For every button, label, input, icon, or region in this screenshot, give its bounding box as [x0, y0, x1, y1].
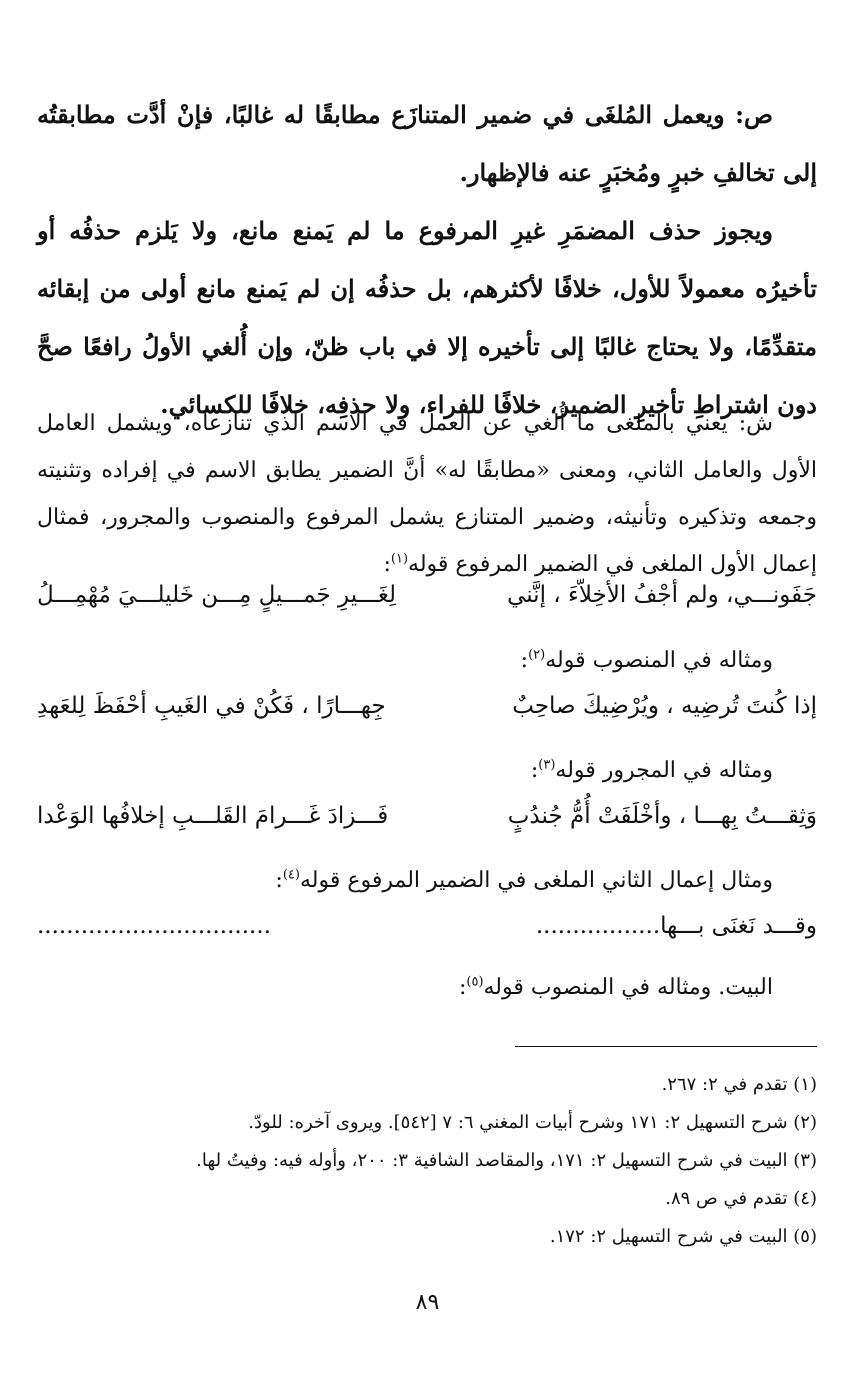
footnote-1: (١) تقدم في ٢: ٢٦٧.: [661, 1074, 817, 1095]
verse-3-second-hemistich: فَـــزادَ غَـــرامَ القَلـــبِ إخلافُها الوَعْدا: [37, 803, 389, 829]
sharh-paragraph-text: ش: يعني بالملغى ما أُلغي عن العمل في الاسم الذي تنازعاه، ويشمل العامل الأول والعامل الثاني، ومعنى «مطابقًا له» أنَّ الضمير يطابق الاسم في إفراده وتثنيته وجمعه وتذكيره وتأنيثه، وضمير المتنازع يشمل المرفوع والمنصوب والمجرور، فمثال إعمال الأول الملغى في الضمير المرفوع قوله: [37, 411, 817, 577]
verse-3: [37, 803, 817, 829]
verse-2-first-hemistich: إذا كُنتَ تُرضِيه ، ويُرْضِيكَ صاحِبٌ: [512, 693, 817, 719]
footnote-5: (٥) البيت في شرح التسهيل ٢: ١٧٢.: [549, 1226, 817, 1247]
intro-4-text: ومثال إعمال الثاني الملغى في الضمير المرفوع قوله: [299, 868, 773, 893]
footnote-4: (٤) تقدم في ص ٨٩.: [665, 1188, 817, 1209]
footnote-separator: [515, 1046, 817, 1047]
verse-1: [37, 582, 817, 608]
intro-3: [531, 758, 773, 783]
intro-4: [275, 868, 773, 893]
verse-2: [37, 693, 817, 719]
intro-5-text: البيت. ومثاله في المنصوب قوله: [483, 975, 773, 1000]
intro-3-text: ومثاله في المجرور قوله: [555, 758, 773, 783]
intro-5: [459, 975, 773, 1000]
sharh-text: [37, 400, 817, 588]
footnote-ref-5: (٥): [466, 974, 484, 990]
footnote-ref-1: (١): [390, 551, 409, 567]
page-number: ٨٩: [415, 1290, 440, 1315]
verse-3-first-hemistich: وَثِقـــتُ بِهـــا ، وأخْلَفَتْ أُمُّ جُندُبٍ: [507, 803, 817, 829]
verse-2-second-hemistich: جِهـــارًا ، فَكُنْ في الغَيبِ أحْفَظَ لِلعَهدِ: [37, 693, 386, 719]
verse-1-first-hemistich: جَفَونـــي، ولم أجْفُ الأخِلاّءَ ، إنَّني: [507, 582, 817, 608]
footnote-ref-2: (٢): [528, 647, 546, 663]
verse-4-second-hemistich: ................................: [37, 913, 271, 939]
intro-2-colon: :: [520, 648, 529, 673]
sharh-colon: :: [383, 552, 391, 577]
intro-2-text: ومثاله في المنصوب قوله: [545, 648, 773, 673]
footnote-2: (٢) شرح التسهيل ٢: ١٧١ وشرح أبيات المغني ٦: ٧ [٥٤٢]. ويروى آخره: للودّ.: [248, 1112, 817, 1133]
intro-4-colon: :: [275, 868, 283, 893]
footnote-3: (٣) البيت في شرح التسهيل ٢: ١٧١، والمقاصد الشافية ٣: ٢٠٠، وأوله فيه: وفيتُ لها.: [196, 1150, 817, 1171]
matn-paragraph-1: ص: ويعمل المُلغَى في ضمير المتنازَع مطابقًا له غالبًا، فإنْ أدَّت مطابقتُه إلى تخالفِ خبرٍ ومُخبَرٍ عنه فالإظهار.: [37, 100, 817, 187]
intro-2: [521, 648, 773, 673]
sharh-paragraph-1: [37, 400, 817, 588]
footnote-ref-4: (٤): [282, 867, 300, 883]
intro-5-colon: :: [458, 975, 467, 1000]
verse-4: [37, 913, 817, 939]
verse-4-first-hemistich: وقـــد نَغنَى بـــها.................: [535, 913, 817, 939]
footnote-ref-3: (٣): [538, 757, 556, 773]
intro-3-colon: :: [530, 758, 539, 783]
matn-text: [37, 86, 817, 434]
footnotes: [37, 1066, 817, 1256]
verse-1-second-hemistich: لِغَـــيرِ جَمـــيلٍ مِـــن خَليلـــيَ مُهْمِـــلُ: [37, 582, 396, 608]
matn-paragraph-2: ويجوز حذف المضمَرِ غيرِ المرفوع ما لم يَمنع مانع، ولا يَلزم حذفُه أو تأخيرُه معمولاً للأول، خلافًا لأكثرهم، بل حذفُه إن لم يَمنع مانع أولى من إبقائه متقدِّمًا، ولا يحتاج غالبًا إلى تأخيره إلا في باب ظنّ، وإن أُلغي الأولُ رافعًا صحَّ دون اشتراطِ تأخيرِ الضمير، خلافًا للفراء، ولا حذفِه، خلافًا للكسائي.: [37, 216, 817, 419]
